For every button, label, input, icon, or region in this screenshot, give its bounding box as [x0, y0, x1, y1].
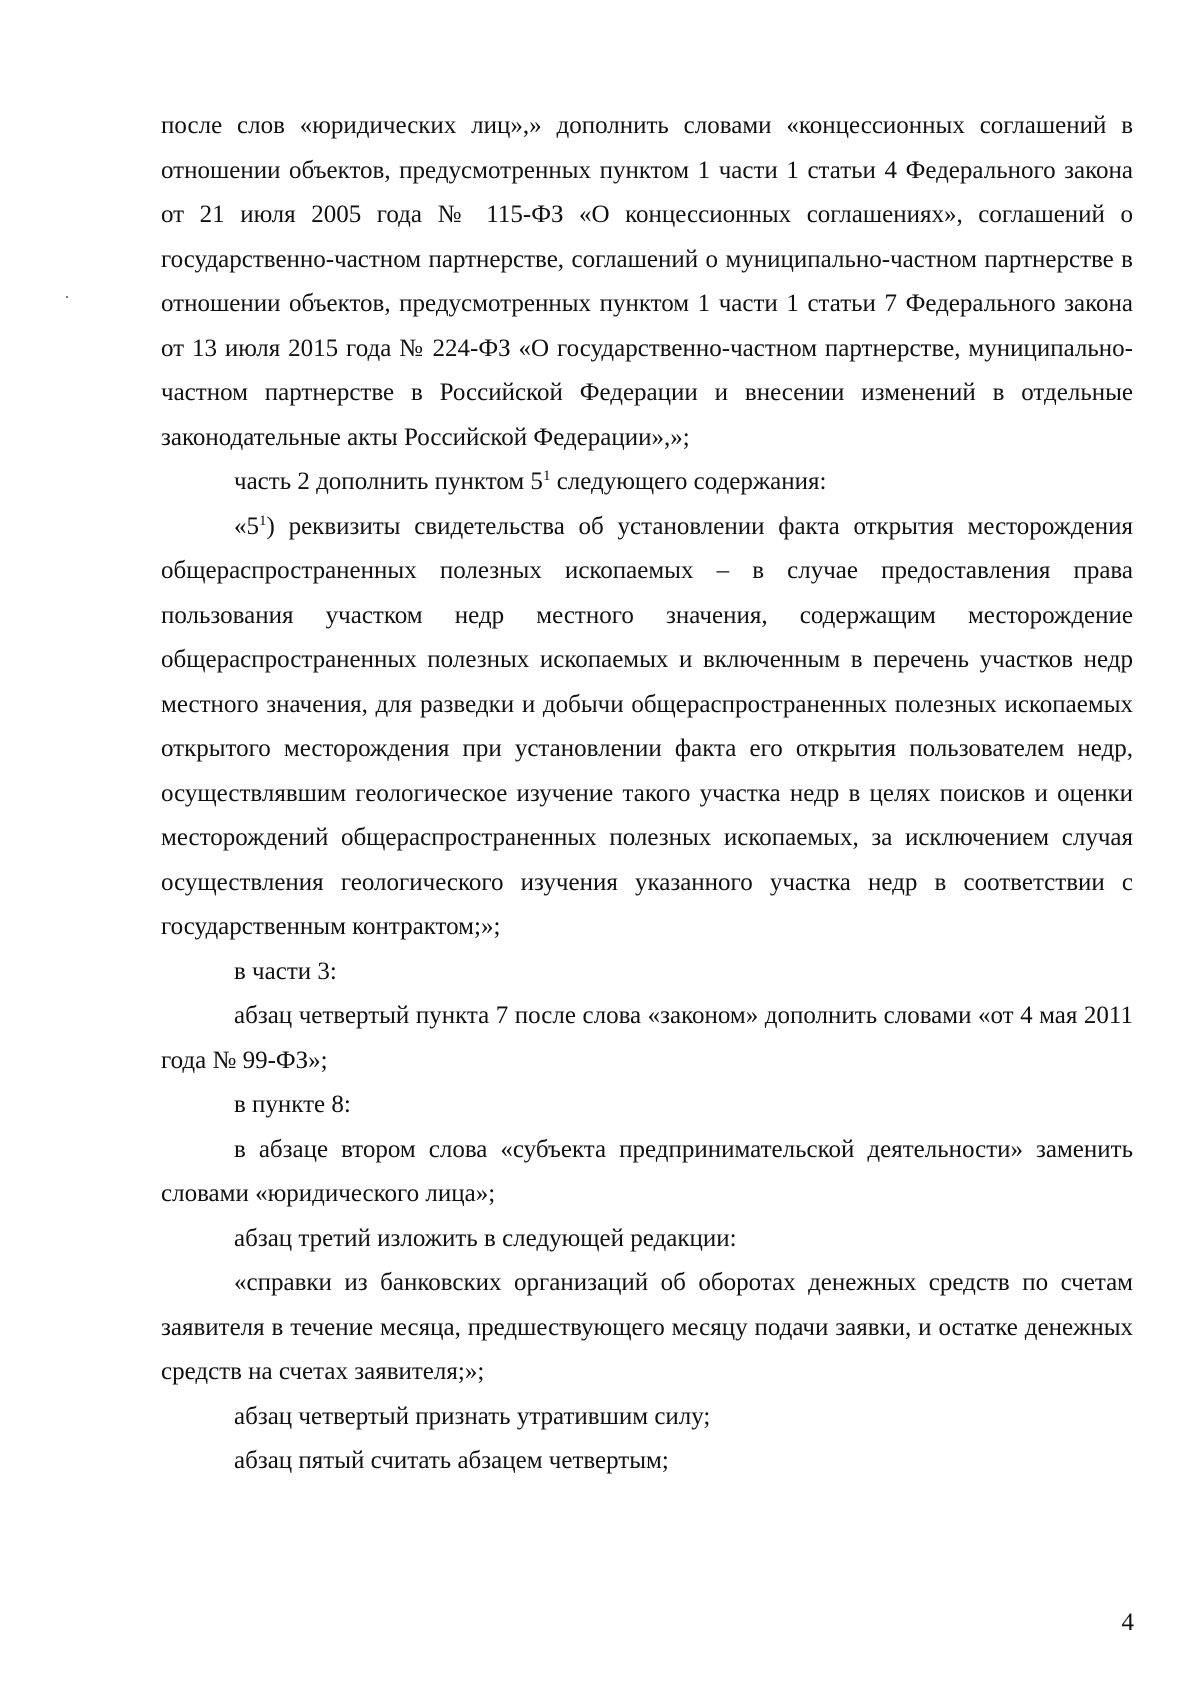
paragraph-3-superscript: 1	[259, 512, 267, 529]
document-body	[161, 104, 1133, 1484]
paragraph-2-superscript: 1	[542, 468, 551, 484]
paragraph-1: после слов «юридических лиц»,» дополнить словами «концессионных соглашений в отношении объектов, предусмотренных пунктом 1 части 1 статьи 4 Федерального закона от 21 июля 2005 года № 115-ФЗ «О концессионных соглашениях», соглашений о государственно-частном партнерстве, соглашений о муниципально-частном партнерстве в отношении объектов, предусмотренных пунктом 1 части 1 статьи 7 Федерального закона от 13 июля 2015 года № 224-ФЗ «О государственно-частном партнерстве, муниципально-частном партнерстве в Российской Федерации и внесении изменений в отдельные законодательные акты Российской Федерации»,»;	[161, 112, 1133, 451]
scan-speck	[66, 296, 68, 298]
paragraph-10: абзац четвертый признать утратившим силу;	[234, 1402, 711, 1430]
paragraph-9: «справки из банковских организаций об оборотах денежных средств по счетам заявителя в течение месяца, предшествующего месяцу подачи заявки, и остатке денежных средств на счетах заявителя;»;	[161, 1269, 1133, 1385]
paragraph-3	[161, 505, 1133, 950]
paragraph-2-text-after: следующего содержания:	[550, 468, 827, 495]
paragraph-2-text-before: часть 2 дополнить пунктом 5	[234, 468, 543, 495]
paragraph-3-text-after: ) реквизиты свидетельства об установлении факта открытия месторождения общераспространенных полезных ископаемых – в случае предоставления права пользования участком недр местного значения, содержащим месторождение общераспространенных полезных ископаемых и включенным в перечень участков недр местного значения, для разведки и добычи общераспространенных полезных ископаемых открытого месторождения при установлении факта его открытия пользователем недр, осуществлявшим геологическое изучение такого участка недр в целях поисков и оценки месторождений общераспространенных полезных ископаемых, за исключением случая осуществления геологического изучения указанного участка недр в соответствии с государственным контрактом;»;	[161, 512, 1133, 940]
paragraph-8: абзац третий изложить в следующей редакции:	[234, 1224, 737, 1252]
paragraph-2	[161, 460, 1133, 505]
paragraph-11: абзац пятый считать абзацем четвертым;	[234, 1447, 669, 1474]
paragraph-4: в части 3:	[234, 957, 337, 985]
page-number: 4	[1121, 1609, 1134, 1636]
paragraph-6: в пункте 8:	[234, 1091, 351, 1118]
paragraph-3-text-before: «5	[234, 512, 259, 540]
paragraph-7: в абзаце втором слова «субъекта предпринимательской деятельности» заменить словами «юридического лица»;	[161, 1135, 1133, 1207]
paragraph-5: абзац четвертый пункта 7 после слова «законом» дополнить словами «от 4 мая 2011 года № 99-ФЗ»;	[161, 1002, 1133, 1074]
